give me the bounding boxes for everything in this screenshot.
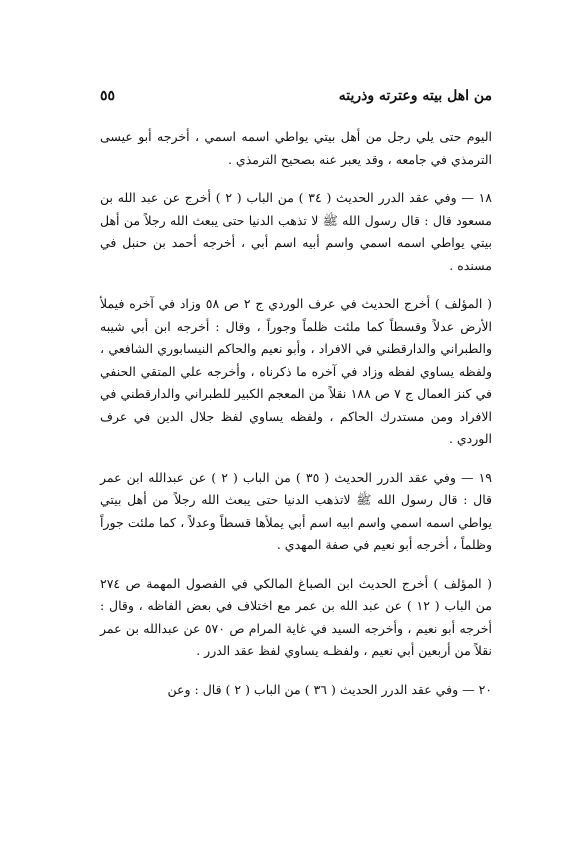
book-page xyxy=(100,88,492,822)
page-number: ٥٥ xyxy=(100,88,116,104)
paragraph: ( المؤلف ) أخرج الحديث في عرف الوردي ج ٢ ص ٥٨ وزاد في آخره فيملأ الأرض عدلاً وقسطاً كما ملئت ظلماً وجوراً ، وقال : أخرجه ابن أبي شيبه والطبراني والدارقطني في الافراد ، وأبو نعيم والحاكم النيسابوري الشافعي ، ولفظه يساوي لفظه وزاد في آخره ما ذكرناه ، وأخرجه علي المتقي الحنفي في كنز العمال ج ٧ ص ١٨٨ نقلاً من المعجم الكبير للطبراني والدارقطني في الافراد ومن مستدرك الحاكم ، ولفظه يساوي لفظ جلال الدين في عرف الوردي . xyxy=(100,296,493,446)
page-header xyxy=(100,88,492,116)
paragraph: اليوم حتى يلي رجل من أهل بيتي يواطي اسمه اسمي ، أخرجه أبو عيسى الترمذي في جامعه ، وقد يعبر عنه بصحيح الترمذي . xyxy=(100,129,492,167)
paragraph: ١٩ — وفي عقد الدرر الحديث ( ٣٥ ) من الباب ( ٢ ) عن عبدالله ابن عمر قال : قال رسول الله ﷺ لاتذهب الدنيا حتى يبعث الله رجلاً من أهل بيتي يواطي اسمه اسمي واسم ابيه اسم أبي يملأها قسطاً وعدلاً ، كما ملئت جوراً وظلماً ، أخرجه أبو نعيم في صفة المهدي . xyxy=(100,469,492,552)
paragraph: ( المؤلف ) أخرج الحديث ابن الصباغ المالكي في الفصول المهمة ص ٢٧٤ من الباب ( ١٢ ) عن عبد الله بن عمر مع اختلاف في بعض الفاظه ، وقال : أخرجه أبو نعيم ، وأخرجه السيد في غاية المرام ص ٥٧٠ عن عبدالله بن عمر نقلاً من أربعين أبي نعيم ، ولفظـه يساوي لفظ عقد الدرر . xyxy=(100,575,492,658)
paragraph: ١٨ — وفي عقد الدرر الحديث ( ٣٤ ) من الباب ( ٢ ) أخرج عن عبد الله بن مسعود قال : قال رسول الله ﷺ لا تذهب الدنيا حتى يبعث الله رجلاً من أهل بيتي يواطي اسمه اسمي واسم أبيه اسم أبي ، أخرجه أحمد بن حنبل في مسنده . xyxy=(100,190,492,273)
paragraph: ٢٠ — وفي عقد الدرر الحديث ( ٣٦ ) من الباب ( ٢ ) قال : وعن xyxy=(167,681,492,697)
running-title: من اهل بيته وعترته وذريته xyxy=(338,88,492,104)
